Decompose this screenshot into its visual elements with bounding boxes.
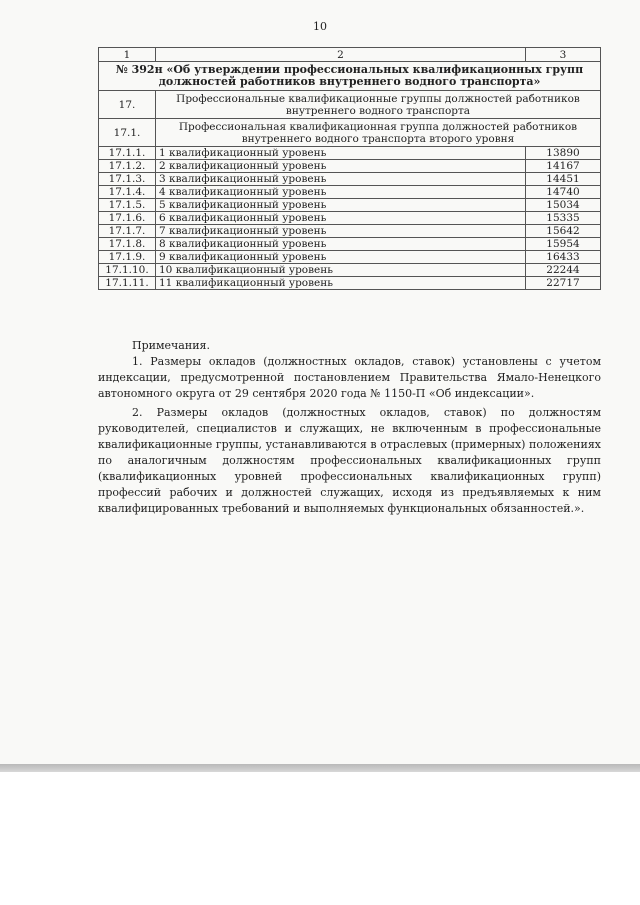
header-cell: 1 <box>99 48 156 62</box>
row-value: 22717 <box>526 277 601 290</box>
row-code: 17.1.8. <box>99 238 156 251</box>
table-row <box>99 277 601 290</box>
header-cell: 2 <box>156 48 526 62</box>
row-code: 17.1.2. <box>99 160 156 173</box>
table-row <box>99 264 601 277</box>
row-code: 17.1.6. <box>99 212 156 225</box>
row-value: 15034 <box>526 199 601 212</box>
row-name: 9 квалификационный уровень <box>156 251 526 264</box>
table-row <box>99 225 601 238</box>
scan-bottom-edge <box>0 764 640 772</box>
group-row <box>99 119 601 147</box>
row-name: 8 квалификационный уровень <box>156 238 526 251</box>
table-row <box>99 173 601 186</box>
table-row <box>99 186 601 199</box>
group-name: Профессиональные квалификационные группы должностей работников внутреннего водного транспорта <box>156 91 601 119</box>
row-name: 1 квалификационный уровень <box>156 147 526 160</box>
table-title-row <box>99 62 601 91</box>
table-row <box>99 251 601 264</box>
header-cell: 3 <box>526 48 601 62</box>
table-row <box>99 199 601 212</box>
row-value: 16433 <box>526 251 601 264</box>
notes-caption: Примечания. <box>132 339 210 352</box>
table-row <box>99 160 601 173</box>
row-value: 14167 <box>526 160 601 173</box>
table-title: № 392н «Об утверждении профессиональных квалификационных групп должностей работников внутреннего водного транспорта» <box>99 62 601 91</box>
note-item: 1. Размеры окладов (должностных окладов, ставок) установлены с учетом индексации, предусмотренной постановлением Правительства Ямало-Ненецкого автономного округа от 29 сентября 2020 года № 1150-П «Об индексации». <box>98 355 601 400</box>
page-number: 10 <box>313 20 327 33</box>
table-row <box>99 147 601 160</box>
note-item: 2. Размеры окладов (должностных окладов, ставок) по должностям руководителей, специалистов и служащих, не включенным в профессиональные квалификационные группы, устанавливаются в отраслевых (примерных) положениях по аналогичным должностям профессиональных квалификационных групп (квалификационных уровней профессиональных квалификационных групп) профессий рабочих и должностей служащих, исходя из предъявляемых к ним квалифицированных требований и выполняемых функциональных обязанностей.». <box>98 406 601 515</box>
row-name: 3 квалификационный уровень <box>156 173 526 186</box>
salary-table <box>98 47 601 290</box>
row-value: 15335 <box>526 212 601 225</box>
row-value: 22244 <box>526 264 601 277</box>
notes-section <box>98 338 601 517</box>
row-code: 17.1.7. <box>99 225 156 238</box>
row-code: 17.1.9. <box>99 251 156 264</box>
row-code: 17.1.3. <box>99 173 156 186</box>
group-name: Профессиональная квалификационная группа должностей работников внутреннего водного транспорта второго уровня <box>156 119 601 147</box>
row-code: 17.1.1. <box>99 147 156 160</box>
row-value: 13890 <box>526 147 601 160</box>
row-name: 4 квалификационный уровень <box>156 186 526 199</box>
group-code: 17.1. <box>99 119 156 147</box>
row-code: 17.1.5. <box>99 199 156 212</box>
row-name: 2 квалификационный уровень <box>156 160 526 173</box>
table-row <box>99 212 601 225</box>
row-value: 15642 <box>526 225 601 238</box>
row-code: 17.1.4. <box>99 186 156 199</box>
group-row <box>99 91 601 119</box>
row-value: 14451 <box>526 173 601 186</box>
table-row <box>99 238 601 251</box>
row-name: 6 квалификационный уровень <box>156 212 526 225</box>
table-header-row <box>99 48 601 62</box>
row-name: 10 квалификационный уровень <box>156 264 526 277</box>
row-name: 5 квалификационный уровень <box>156 199 526 212</box>
row-code: 17.1.11. <box>99 277 156 290</box>
row-name: 7 квалификационный уровень <box>156 225 526 238</box>
group-code: 17. <box>99 91 156 119</box>
row-code: 17.1.10. <box>99 264 156 277</box>
row-value: 15954 <box>526 238 601 251</box>
row-name: 11 квалификационный уровень <box>156 277 526 290</box>
row-value: 14740 <box>526 186 601 199</box>
